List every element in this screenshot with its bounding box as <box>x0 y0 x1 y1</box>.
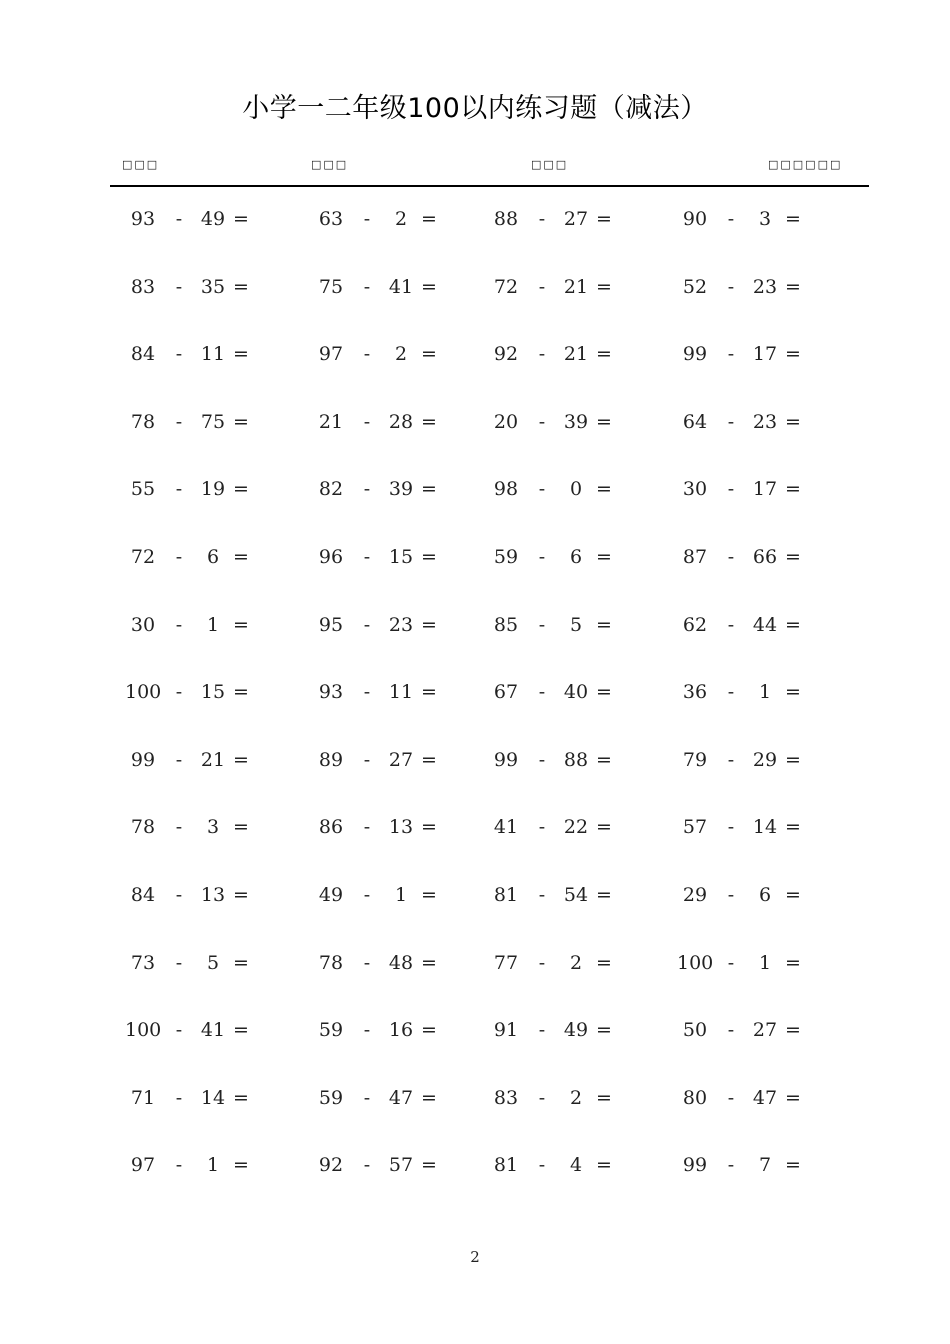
minus-sign: - <box>727 681 735 703</box>
subtrahend: 48 <box>388 952 414 974</box>
subtrahend: 35 <box>200 276 226 298</box>
subtrahend: 21 <box>563 343 589 365</box>
minus-sign: - <box>363 343 371 365</box>
minus-sign: - <box>363 749 371 771</box>
minus-sign: - <box>363 411 371 433</box>
minus-sign: - <box>538 952 546 974</box>
subtrahend: 88 <box>563 749 589 771</box>
subtrahend: 49 <box>200 208 226 230</box>
subtrahend: 54 <box>563 884 589 906</box>
equals-sign: = <box>233 546 249 568</box>
minus-sign: - <box>538 343 546 365</box>
equals-sign: = <box>596 276 612 298</box>
minus-sign: - <box>538 1087 546 1109</box>
minuend: 77 <box>493 952 519 974</box>
minus-sign: - <box>727 411 735 433</box>
equals-sign: = <box>785 884 801 906</box>
minus-sign: - <box>727 952 735 974</box>
minus-sign: - <box>727 1154 735 1176</box>
subtrahend: 39 <box>388 478 414 500</box>
minuend: 75 <box>318 276 344 298</box>
equals-sign: = <box>596 749 612 771</box>
minus-sign: - <box>175 614 183 636</box>
minuend: 52 <box>682 276 708 298</box>
minuend: 99 <box>682 1154 708 1176</box>
equals-sign: = <box>785 681 801 703</box>
equals-sign: = <box>233 208 249 230</box>
subtrahend: 23 <box>752 411 778 433</box>
subtrahend: 0 <box>569 478 583 500</box>
equals-sign: = <box>596 1154 612 1176</box>
minus-sign: - <box>538 884 546 906</box>
equals-sign: = <box>596 546 612 568</box>
equals-sign: = <box>596 681 612 703</box>
minus-sign: - <box>727 614 735 636</box>
minuend: 85 <box>493 614 519 636</box>
minus-sign: - <box>727 343 735 365</box>
header-label-1: □□□ <box>122 158 160 171</box>
minuend: 59 <box>318 1087 344 1109</box>
minuend: 98 <box>493 478 519 500</box>
equals-sign: = <box>785 952 801 974</box>
minuend: 90 <box>682 208 708 230</box>
minus-sign: - <box>538 276 546 298</box>
equals-sign: = <box>785 614 801 636</box>
subtrahend: 21 <box>563 276 589 298</box>
equals-sign: = <box>421 1019 437 1041</box>
equals-sign: = <box>785 1154 801 1176</box>
header-rule <box>110 185 869 187</box>
page-title: 小学一二年级100以内练习题（减法） <box>242 93 708 124</box>
equals-sign: = <box>596 816 612 838</box>
minus-sign: - <box>175 884 183 906</box>
minus-sign: - <box>727 884 735 906</box>
subtrahend: 15 <box>388 546 414 568</box>
minus-sign: - <box>538 546 546 568</box>
minuend: 97 <box>318 343 344 365</box>
equals-sign: = <box>233 411 249 433</box>
minus-sign: - <box>175 208 183 230</box>
minus-sign: - <box>727 276 735 298</box>
minus-sign: - <box>538 816 546 838</box>
minuend: 59 <box>318 1019 344 1041</box>
equals-sign: = <box>596 884 612 906</box>
equals-sign: = <box>785 816 801 838</box>
minus-sign: - <box>363 884 371 906</box>
minus-sign: - <box>175 1019 183 1041</box>
minuend: 78 <box>318 952 344 974</box>
equals-sign: = <box>596 343 612 365</box>
minuend: 97 <box>130 1154 156 1176</box>
equals-sign: = <box>596 478 612 500</box>
subtrahend: 29 <box>752 749 778 771</box>
subtrahend: 23 <box>388 614 414 636</box>
minuend: 72 <box>493 276 519 298</box>
subtrahend: 1 <box>206 1154 220 1176</box>
minuend: 86 <box>318 816 344 838</box>
equals-sign: = <box>421 952 437 974</box>
minuend: 100 <box>677 952 714 974</box>
equals-sign: = <box>421 276 437 298</box>
header-label-3: □□□ <box>531 158 569 171</box>
subtrahend: 44 <box>752 614 778 636</box>
equals-sign: = <box>785 749 801 771</box>
equals-sign: = <box>421 208 437 230</box>
minuend: 50 <box>682 1019 708 1041</box>
equals-sign: = <box>233 681 249 703</box>
minus-sign: - <box>727 478 735 500</box>
subtrahend: 47 <box>388 1087 414 1109</box>
minus-sign: - <box>727 816 735 838</box>
minuend: 99 <box>130 749 156 771</box>
equals-sign: = <box>421 681 437 703</box>
equals-sign: = <box>233 884 249 906</box>
minuend: 78 <box>130 816 156 838</box>
minuend: 30 <box>682 478 708 500</box>
subtrahend: 7 <box>758 1154 772 1176</box>
subtrahend: 17 <box>752 478 778 500</box>
equals-sign: = <box>233 478 249 500</box>
minus-sign: - <box>363 478 371 500</box>
minuend: 91 <box>493 1019 519 1041</box>
equals-sign: = <box>785 1087 801 1109</box>
subtrahend: 5 <box>206 952 220 974</box>
subtrahend: 27 <box>388 749 414 771</box>
minus-sign: - <box>538 1019 546 1041</box>
minuend: 87 <box>682 546 708 568</box>
subtrahend: 66 <box>752 546 778 568</box>
equals-sign: = <box>596 614 612 636</box>
subtrahend: 4 <box>569 1154 583 1176</box>
subtrahend: 1 <box>394 884 408 906</box>
minuend: 63 <box>318 208 344 230</box>
equals-sign: = <box>233 952 249 974</box>
subtrahend: 2 <box>394 208 408 230</box>
minus-sign: - <box>727 546 735 568</box>
minuend: 96 <box>318 546 344 568</box>
minus-sign: - <box>538 411 546 433</box>
minuend: 99 <box>682 343 708 365</box>
minus-sign: - <box>175 749 183 771</box>
subtrahend: 13 <box>388 816 414 838</box>
minuend: 84 <box>130 884 156 906</box>
header-label-2: □□□ <box>311 158 349 171</box>
subtrahend: 41 <box>200 1019 226 1041</box>
minus-sign: - <box>363 816 371 838</box>
equals-sign: = <box>785 343 801 365</box>
minuend: 80 <box>682 1087 708 1109</box>
minuend: 64 <box>682 411 708 433</box>
minus-sign: - <box>363 614 371 636</box>
minuend: 83 <box>493 1087 519 1109</box>
minus-sign: - <box>175 343 183 365</box>
page-number: 2 <box>470 1248 480 1266</box>
subtrahend: 1 <box>758 681 772 703</box>
equals-sign: = <box>233 1154 249 1176</box>
subtrahend: 2 <box>569 952 583 974</box>
subtrahend: 11 <box>388 681 414 703</box>
minus-sign: - <box>175 478 183 500</box>
equals-sign: = <box>785 208 801 230</box>
equals-sign: = <box>233 1087 249 1109</box>
subtrahend: 6 <box>206 546 220 568</box>
equals-sign: = <box>233 614 249 636</box>
equals-sign: = <box>421 614 437 636</box>
minus-sign: - <box>175 1154 183 1176</box>
minus-sign: - <box>538 478 546 500</box>
minuend: 78 <box>130 411 156 433</box>
minus-sign: - <box>538 1154 546 1176</box>
minuend: 55 <box>130 478 156 500</box>
equals-sign: = <box>421 749 437 771</box>
minus-sign: - <box>363 208 371 230</box>
equals-sign: = <box>421 1087 437 1109</box>
subtrahend: 15 <box>200 681 226 703</box>
equals-sign: = <box>785 1019 801 1041</box>
equals-sign: = <box>596 411 612 433</box>
minus-sign: - <box>538 208 546 230</box>
subtrahend: 47 <box>752 1087 778 1109</box>
minus-sign: - <box>727 749 735 771</box>
equals-sign: = <box>785 276 801 298</box>
subtrahend: 14 <box>200 1087 226 1109</box>
minuend: 92 <box>493 343 519 365</box>
minus-sign: - <box>538 681 546 703</box>
subtrahend: 22 <box>563 816 589 838</box>
subtrahend: 1 <box>206 614 220 636</box>
equals-sign: = <box>421 343 437 365</box>
subtrahend: 49 <box>563 1019 589 1041</box>
subtrahend: 5 <box>569 614 583 636</box>
subtrahend: 75 <box>200 411 226 433</box>
subtrahend: 21 <box>200 749 226 771</box>
subtrahend: 1 <box>758 952 772 974</box>
minus-sign: - <box>363 952 371 974</box>
minus-sign: - <box>175 952 183 974</box>
minuend: 73 <box>130 952 156 974</box>
minus-sign: - <box>363 1154 371 1176</box>
minuend: 100 <box>125 681 162 703</box>
minus-sign: - <box>175 816 183 838</box>
minuend: 72 <box>130 546 156 568</box>
minuend: 20 <box>493 411 519 433</box>
subtrahend: 2 <box>394 343 408 365</box>
subtrahend: 17 <box>752 343 778 365</box>
equals-sign: = <box>421 816 437 838</box>
subtrahend: 57 <box>388 1154 414 1176</box>
minus-sign: - <box>175 546 183 568</box>
equals-sign: = <box>785 411 801 433</box>
minuend: 21 <box>318 411 344 433</box>
subtrahend: 2 <box>569 1087 583 1109</box>
minus-sign: - <box>363 276 371 298</box>
subtrahend: 3 <box>758 208 772 230</box>
minuend: 67 <box>493 681 519 703</box>
minus-sign: - <box>538 614 546 636</box>
minuend: 99 <box>493 749 519 771</box>
minus-sign: - <box>175 681 183 703</box>
minus-sign: - <box>175 1087 183 1109</box>
subtrahend: 23 <box>752 276 778 298</box>
equals-sign: = <box>233 276 249 298</box>
subtrahend: 11 <box>200 343 226 365</box>
equals-sign: = <box>421 546 437 568</box>
subtrahend: 28 <box>388 411 414 433</box>
equals-sign: = <box>421 411 437 433</box>
minuend: 41 <box>493 816 519 838</box>
equals-sign: = <box>596 1087 612 1109</box>
minus-sign: - <box>727 1019 735 1041</box>
minuend: 88 <box>493 208 519 230</box>
minuend: 84 <box>130 343 156 365</box>
subtrahend: 16 <box>388 1019 414 1041</box>
equals-sign: = <box>421 884 437 906</box>
subtrahend: 6 <box>758 884 772 906</box>
minuend: 57 <box>682 816 708 838</box>
minus-sign: - <box>175 411 183 433</box>
minuend: 95 <box>318 614 344 636</box>
equals-sign: = <box>596 1019 612 1041</box>
minus-sign: - <box>363 546 371 568</box>
subtrahend: 6 <box>569 546 583 568</box>
minuend: 81 <box>493 884 519 906</box>
minuend: 59 <box>493 546 519 568</box>
equals-sign: = <box>233 816 249 838</box>
subtrahend: 41 <box>388 276 414 298</box>
minuend: 89 <box>318 749 344 771</box>
subtrahend: 14 <box>752 816 778 838</box>
header-label-4: □□□□□□ <box>768 158 843 171</box>
minuend: 79 <box>682 749 708 771</box>
minuend: 93 <box>318 681 344 703</box>
subtrahend: 27 <box>563 208 589 230</box>
subtrahend: 40 <box>563 681 589 703</box>
minuend: 82 <box>318 478 344 500</box>
equals-sign: = <box>421 478 437 500</box>
minuend: 83 <box>130 276 156 298</box>
equals-sign: = <box>233 1019 249 1041</box>
minus-sign: - <box>727 1087 735 1109</box>
subtrahend: 13 <box>200 884 226 906</box>
subtrahend: 3 <box>206 816 220 838</box>
equals-sign: = <box>421 1154 437 1176</box>
equals-sign: = <box>233 749 249 771</box>
subtrahend: 19 <box>200 478 226 500</box>
equals-sign: = <box>785 478 801 500</box>
minuend: 81 <box>493 1154 519 1176</box>
minus-sign: - <box>727 208 735 230</box>
minuend: 71 <box>130 1087 156 1109</box>
minuend: 93 <box>130 208 156 230</box>
minus-sign: - <box>363 1087 371 1109</box>
equals-sign: = <box>785 546 801 568</box>
equals-sign: = <box>233 343 249 365</box>
minuend: 92 <box>318 1154 344 1176</box>
minuend: 36 <box>682 681 708 703</box>
minus-sign: - <box>363 1019 371 1041</box>
equals-sign: = <box>596 952 612 974</box>
minuend: 30 <box>130 614 156 636</box>
minus-sign: - <box>175 276 183 298</box>
subtrahend: 27 <box>752 1019 778 1041</box>
minuend: 62 <box>682 614 708 636</box>
minuend: 29 <box>682 884 708 906</box>
minus-sign: - <box>363 681 371 703</box>
minus-sign: - <box>538 749 546 771</box>
minuend: 49 <box>318 884 344 906</box>
equals-sign: = <box>596 208 612 230</box>
subtrahend: 39 <box>563 411 589 433</box>
minuend: 100 <box>125 1019 162 1041</box>
